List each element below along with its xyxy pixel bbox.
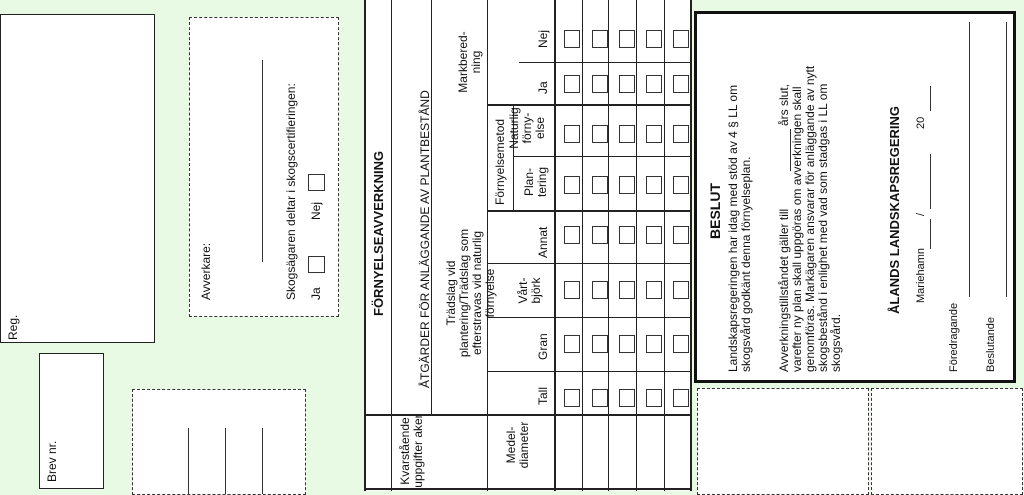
grid-checkbox[interactable] [619, 30, 635, 48]
grid-checkbox[interactable] [646, 226, 662, 244]
field-line-3[interactable] [262, 428, 263, 494]
col-gran: Gran [536, 333, 550, 360]
authority: ÅLANDS LANDSKAPSREGERING [887, 105, 902, 314]
date-sep: / [915, 212, 927, 216]
brev-nr-box[interactable] [39, 353, 104, 489]
grid-checkbox[interactable] [673, 389, 689, 407]
grid-checkbox[interactable] [646, 281, 662, 299]
date-day-field[interactable] [930, 219, 931, 249]
grid-checkbox[interactable] [673, 30, 689, 48]
cert-ja-checkbox[interactable] [308, 256, 325, 273]
fornyelse-table [364, 0, 692, 491]
beslut-p1: Landskapsregeringen har idag med stöd av 4 § LL om skogsvård godkänt denna förnyelseplan. [726, 84, 753, 372]
table-title: FÖRNYELSEAVVERKNING [371, 150, 386, 316]
cert-ja-label: Ja [309, 287, 323, 300]
grid-checkbox[interactable] [564, 389, 580, 407]
table-subtitle: ÅTGÄRDER FÖR ANLÄGGANDE AV PLANTBESTÅND [418, 90, 432, 388]
beslut-p2c: varefter ny plan skall uppgöras om avverkningen skall genomföras. Markägaren ansvarar för anläggande av nytt skogsbestånd i enlighet med vad som stadgas i LL om skogsvård. [790, 65, 843, 372]
grid-checkbox[interactable] [673, 125, 689, 143]
grid-checkbox[interactable] [619, 281, 635, 299]
year-field[interactable] [930, 86, 931, 111]
grid-checkbox[interactable] [564, 281, 580, 299]
lower-right-box-2 [871, 388, 1023, 495]
grid-checkbox[interactable] [646, 75, 662, 93]
grid-checkbox[interactable] [619, 335, 635, 353]
field-line-1[interactable] [188, 428, 189, 494]
grid-checkbox[interactable] [646, 335, 662, 353]
reg-label: Reg. [6, 314, 20, 340]
field-line-2[interactable] [225, 428, 226, 494]
grid-checkbox[interactable] [673, 226, 689, 244]
place: Mariehamn [915, 247, 927, 303]
grid-checkbox[interactable] [592, 389, 608, 407]
grid-checkbox[interactable] [564, 75, 580, 93]
grid-checkbox[interactable] [564, 176, 580, 194]
grid-checkbox[interactable] [646, 125, 662, 143]
cert-nej-label: Nej [309, 201, 323, 220]
col-nej: Nej [536, 29, 550, 48]
grid-checkbox[interactable] [646, 30, 662, 48]
col-vartbjork: Vårt-björk [516, 277, 543, 304]
year-prefix: 20 [915, 116, 927, 129]
beslut-p2b: års slut, [777, 83, 791, 126]
grid-checkbox[interactable] [592, 335, 608, 353]
beslut-title: BESLUT [707, 183, 723, 239]
col-annat: Annat [536, 226, 550, 258]
grid-checkbox[interactable] [619, 125, 635, 143]
grid-checkbox[interactable] [592, 75, 608, 93]
beslutande-signature[interactable] [1006, 22, 1007, 297]
grid-checkbox[interactable] [619, 226, 635, 244]
date-month-field[interactable] [930, 154, 931, 209]
brev-nr-label: Brev nr. [45, 440, 59, 482]
grid-checkbox[interactable] [619, 75, 635, 93]
grid-checkbox[interactable] [592, 226, 608, 244]
lower-dashed-box [132, 389, 306, 495]
grid-checkbox[interactable] [673, 176, 689, 194]
grid-checkbox[interactable] [646, 176, 662, 194]
fornyelsemetod-header: Förnyelsemetod [493, 118, 507, 205]
foredragande-label: Föredragande [948, 302, 960, 372]
tradslag-header: Trädslag vid plantering/Trädslag som efterstravas vid naturlig förnyelse [444, 228, 497, 358]
grid-checkbox[interactable] [564, 30, 580, 48]
grid-checkbox[interactable] [564, 226, 580, 244]
foredragande-signature[interactable] [969, 22, 970, 297]
grid-checkbox[interactable] [619, 389, 635, 407]
grid-checkbox[interactable] [592, 281, 608, 299]
grid-checkbox[interactable] [564, 335, 580, 353]
grid-checkbox[interactable] [619, 176, 635, 194]
avverkare-label: Avverkare: [199, 242, 213, 300]
grid-checkbox[interactable] [673, 335, 689, 353]
avverkare-box [189, 17, 339, 317]
cert-nej-checkbox[interactable] [308, 174, 325, 191]
grid-checkbox[interactable] [673, 281, 689, 299]
cert-question: Skogsägaren deltar i skogscertifieringen: [284, 83, 298, 300]
col-naturlig: Naturlig förny-else [507, 107, 547, 149]
col-ja: Ja [536, 81, 550, 94]
beslut-box [694, 11, 1016, 383]
beslut-p2a: Avverkningstillståndet gäller till [777, 208, 791, 372]
beslutande-label: Beslutande [985, 316, 997, 372]
lower-right-box-1 [697, 388, 869, 495]
grid-checkbox[interactable] [592, 125, 608, 143]
col-plantering: Plan-tering [522, 166, 549, 198]
col-tall: Tall [536, 386, 550, 405]
reg-box[interactable] [0, 14, 155, 343]
grid-checkbox[interactable] [564, 125, 580, 143]
grid-checkbox[interactable] [646, 389, 662, 407]
grid-checkbox[interactable] [673, 75, 689, 93]
markberedning-header: Markbered-ning [456, 31, 483, 93]
grid-checkbox[interactable] [592, 176, 608, 194]
left-header: Kvarstående uppgifter aker [398, 414, 425, 488]
grid-checkbox[interactable] [592, 30, 608, 48]
avverkare-field-line[interactable] [262, 60, 263, 262]
medeldiameter-header: Medel-diameter [504, 421, 531, 469]
